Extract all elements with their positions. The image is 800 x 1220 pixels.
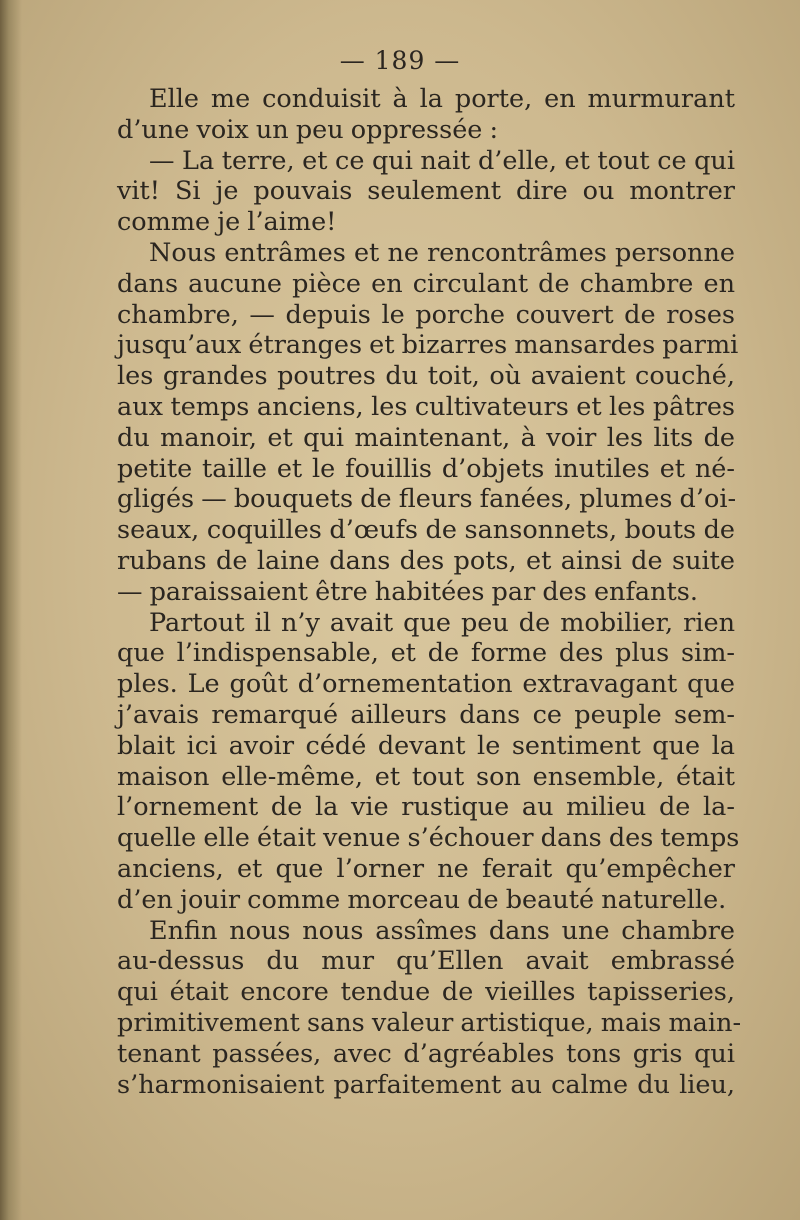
page-number: — 189 — [339, 46, 461, 75]
text-line: l’ornement de la vie rustique au milieu de la- [117, 792, 735, 823]
text-line: dans aucune pièce en circulant de chambre en [117, 268, 735, 299]
text-line: Partout il n’y avait que peu de mobilier, rien [149, 607, 735, 638]
text-line: primitivement sans valeur artistique, mais main- [117, 1007, 742, 1038]
text-line: d’en jouir comme morceau de beauté naturelle. [117, 884, 727, 915]
text-line: d’une voix un peu oppressée : [117, 114, 499, 145]
text-line: s’harmonisaient parfaitement au calme du lieu, [117, 1069, 735, 1100]
text-line: anciens, et que l’orner ne ferait qu’empêcher [117, 853, 735, 884]
text-line: au-dessus du mur qu’Ellen avait embrassé [117, 946, 735, 977]
text-line: du manoir, et qui maintenant, à voir les lits de [117, 422, 735, 453]
text-line: seaux, coquilles d’œufs de sansonnets, bouts de [117, 515, 735, 546]
text-line: rubans de laine dans des pots, et ainsi de suite [117, 545, 735, 576]
page-binding-edge [0, 0, 22, 1220]
text-line: les grandes poutres du toit, où avaient couché, [117, 361, 735, 392]
text-line: tenant passées, avec d’agréables tons gris qui [117, 1038, 735, 1069]
text-line: que l’indispensable, et de forme des plus sim- [117, 638, 735, 669]
text-line: gligés — bouquets de fleurs fanées, plumes d’oi- [117, 484, 737, 515]
text-line: Elle me conduisit à la porte, en murmurant [149, 84, 735, 114]
text-line: vit! Si je pouvais seulement dire ou montrer [117, 176, 735, 207]
body-text [117, 84, 742, 1100]
text-line: Enfin nous nous assîmes dans une chambre [149, 915, 735, 946]
text-line: — La terre, et ce qui nait d’elle, et tout ce qui [149, 145, 735, 176]
text-line: — paraissaient être habitées par des enfants. [117, 576, 698, 607]
text-line: petite taille et le fouillis d’objets inutiles et né- [117, 453, 735, 484]
text-line: j’avais remarqué ailleurs dans ce peuple sem- [117, 699, 735, 730]
text-line: qui était encore tendue de vieilles tapisseries, [117, 977, 735, 1008]
text-line: aux temps anciens, les cultivateurs et les pâtres [117, 391, 735, 422]
text-line: ples. Le goût d’ornementation extravagant que [117, 669, 735, 700]
text-line: jusqu’aux étranges et bizarres mansardes parmi [117, 330, 739, 361]
text-line: blait ici avoir cédé devant le sentiment que la [117, 730, 735, 761]
text-line: Nous entrâmes et ne rencontrâmes personne [149, 237, 735, 268]
text-line: comme je l’aime! [117, 207, 337, 238]
text-line: chambre, — depuis le porche couvert de roses [117, 299, 735, 330]
text-line: quelle elle était venue s’échouer dans des temps [117, 823, 740, 854]
text-line: maison elle-même, et tout son ensemble, était [117, 761, 735, 792]
